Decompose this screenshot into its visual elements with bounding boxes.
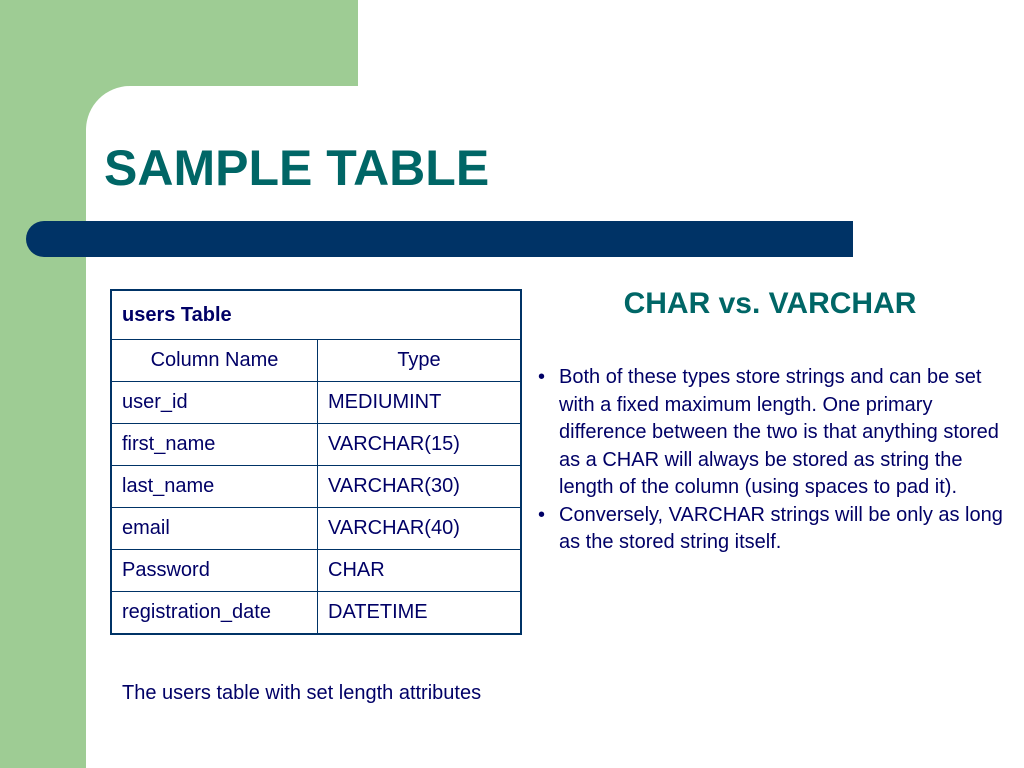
table-header-row	[111, 340, 521, 382]
column-header-name: Column Name	[111, 340, 318, 382]
cell-column-name: Password	[111, 550, 318, 592]
table-row	[111, 466, 521, 508]
cell-column-type: CHAR	[318, 550, 522, 592]
table-caption-row	[111, 290, 521, 340]
table-row	[111, 592, 521, 635]
cell-column-type: DATETIME	[318, 592, 522, 635]
bullet-text: Both of these types store strings and can be set with a fixed maximum length. One primary difference between the two is that anything stored as a CHAR will always be stored as string the length of the column (using spaces to pad it).	[559, 366, 999, 498]
users-table	[110, 289, 522, 635]
cell-column-name: last_name	[111, 466, 318, 508]
cell-column-name: registration_date	[111, 592, 318, 635]
list-item	[536, 364, 1016, 502]
bullet-icon: •	[538, 366, 546, 388]
slide-title: SAMPLE TABLE	[104, 140, 490, 196]
title-underline-bar	[26, 221, 853, 257]
cell-column-name: user_id	[111, 382, 318, 424]
bullet-text: Conversely, VARCHAR strings will be only as long as the stored string itself.	[559, 503, 1003, 553]
table-row	[111, 382, 521, 424]
column-header-type: Type	[318, 340, 522, 382]
table-row	[111, 550, 521, 592]
cell-column-type: VARCHAR(15)	[318, 424, 522, 466]
cell-column-name: email	[111, 508, 318, 550]
table-footnote: The users table with set length attributes	[122, 682, 482, 704]
list-item	[536, 502, 1016, 557]
table-row	[111, 508, 521, 550]
bullet-list	[536, 364, 1016, 557]
cell-column-type: VARCHAR(40)	[318, 508, 522, 550]
side-heading: CHAR vs. VARCHAR	[623, 287, 917, 320]
cell-column-type: MEDIUMINT	[318, 382, 522, 424]
table-row	[111, 424, 521, 466]
table-caption-cell: users Table	[111, 290, 521, 340]
cell-column-type: VARCHAR(30)	[318, 466, 522, 508]
bullet-icon: •	[538, 503, 546, 526]
cell-column-name: first_name	[111, 424, 318, 466]
